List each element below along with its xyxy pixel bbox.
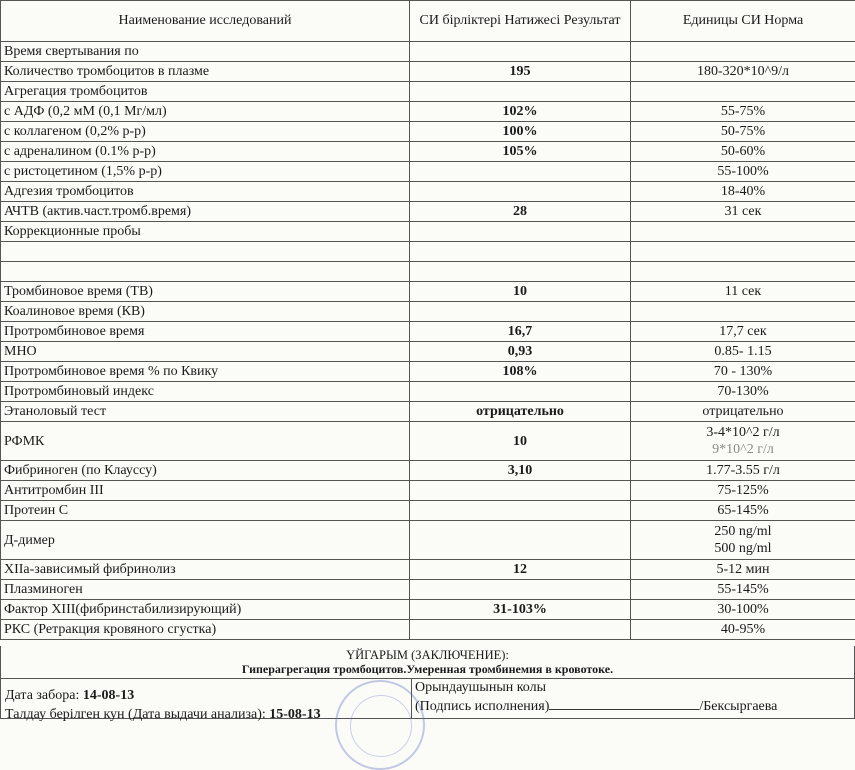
test-norm (631, 402, 855, 422)
test-result (410, 262, 631, 282)
norm-value: 65-145% (634, 502, 852, 519)
test-norm (631, 560, 855, 580)
test-result: 0,93 (410, 342, 631, 362)
table-body (1, 42, 855, 640)
norm-value: 50-60% (634, 143, 852, 160)
norm-value: 1.77-3.55 г/л (634, 462, 852, 479)
test-result (410, 481, 631, 501)
norm-value: 50-75% (634, 123, 852, 140)
test-result: 10 (410, 422, 631, 461)
test-norm (631, 422, 855, 461)
conclusion (1, 646, 854, 679)
table-row (1, 82, 855, 102)
table-row (1, 560, 855, 580)
test-norm (631, 242, 855, 262)
header-result: СИ бірліктері Натижесі Результат (410, 1, 631, 42)
executor-name: /Бексыргаева (699, 699, 777, 714)
test-result (410, 620, 631, 640)
test-name: РФМК (1, 422, 410, 461)
test-name (1, 262, 410, 282)
test-result (410, 501, 631, 521)
norm-value: 70-130% (634, 383, 852, 400)
norm-value: 55-100% (634, 163, 852, 180)
table-row (1, 242, 855, 262)
test-result (410, 182, 631, 202)
test-name: Плазминоген (1, 580, 410, 600)
test-norm (631, 122, 855, 142)
test-norm (631, 580, 855, 600)
dates-block (5, 686, 321, 724)
test-result (410, 242, 631, 262)
test-norm (631, 620, 855, 640)
test-result: 31-103% (410, 600, 631, 620)
norm-value: 31 сек (634, 203, 852, 220)
signature-line (415, 697, 855, 716)
table-row (1, 222, 855, 242)
table-row (1, 282, 855, 302)
table-row (1, 62, 855, 82)
norm-value: 18-40% (634, 183, 852, 200)
test-name: МНО (1, 342, 410, 362)
test-result: 16,7 (410, 322, 631, 342)
norm-value: 180-320*10^9/л (634, 63, 852, 80)
test-result: 100% (410, 122, 631, 142)
test-name: с ристоцетином (1,5% р-р) (1, 162, 410, 182)
test-norm (631, 102, 855, 122)
test-norm (631, 461, 855, 481)
norm-value: 5-12 мин (634, 561, 852, 578)
norm-value: 11 сек (634, 283, 852, 300)
test-name: Агрегация тромбоцитов (1, 82, 410, 102)
test-result: 102% (410, 102, 631, 122)
executor-label: Орындаушынын колы (415, 679, 855, 697)
test-norm (631, 501, 855, 521)
collect-date-value: 14-08-13 (83, 688, 134, 703)
test-norm (631, 222, 855, 242)
test-name: Время свертывания по (1, 42, 410, 62)
test-norm (631, 62, 855, 82)
test-name: с коллагеном (0,2% р-р) (1, 122, 410, 142)
norm-value: отрицательно (634, 403, 852, 420)
test-result (410, 222, 631, 242)
test-result (410, 162, 631, 182)
collect-date-line (5, 686, 321, 705)
test-norm (631, 202, 855, 222)
test-result: 105% (410, 142, 631, 162)
test-name: АЧТВ (актив.част.тромб.время) (1, 202, 410, 222)
table-row (1, 302, 855, 322)
test-result: 3,10 (410, 461, 631, 481)
test-name: Количество тромбоцитов в плазме (1, 62, 410, 82)
test-name (1, 242, 410, 262)
test-norm (631, 342, 855, 362)
test-norm (631, 322, 855, 342)
norm-value: 40-95% (634, 621, 852, 638)
test-name: Протромбиновый индекс (1, 382, 410, 402)
test-result (410, 580, 631, 600)
conclusion-title: ҮЙГАРЫМ (ЗАКЛЮЧЕНИЕ): (1, 648, 854, 662)
test-name: с адреналином (0.1% р-р) (1, 142, 410, 162)
test-result: 10 (410, 282, 631, 302)
norm-value-secondary: 500 ng/ml (634, 540, 852, 557)
table-row (1, 521, 855, 560)
test-name: Протромбиновое время (1, 322, 410, 342)
test-name: Фактор XIII(фибринстабилизирующий) (1, 600, 410, 620)
norm-value: 75-125% (634, 482, 852, 499)
collect-date-label: Дата забора: (5, 688, 79, 703)
test-norm (631, 142, 855, 162)
test-result (410, 42, 631, 62)
test-name: Д-димер (1, 521, 410, 560)
test-name: с АДФ (0,2 мМ (0,1 Мг/мл) (1, 102, 410, 122)
test-name: Протеин С (1, 501, 410, 521)
table-row (1, 501, 855, 521)
norm-value: 3-4*10^2 г/л (634, 424, 852, 441)
table-row (1, 162, 855, 182)
table-row (1, 362, 855, 382)
table-row (1, 422, 855, 461)
table-row (1, 142, 855, 162)
report-footer (0, 646, 855, 719)
test-norm (631, 600, 855, 620)
table-row (1, 42, 855, 62)
table-row (1, 461, 855, 481)
test-norm (631, 262, 855, 282)
norm-value: 17,7 сек (634, 323, 852, 340)
test-name: Тромбиновое время (ТВ) (1, 282, 410, 302)
test-result (410, 82, 631, 102)
table-row (1, 580, 855, 600)
test-result: отрицательно (410, 402, 631, 422)
table-row (1, 102, 855, 122)
test-norm (631, 282, 855, 302)
test-result (410, 521, 631, 560)
table-row (1, 402, 855, 422)
header-norm: Единицы СИ Норма (631, 1, 855, 42)
test-result: 28 (410, 202, 631, 222)
signature-label: (Подпись исполнения) (415, 699, 549, 714)
table-row (1, 202, 855, 222)
test-name: Фибриноген (по Клауссу) (1, 461, 410, 481)
signature-block (411, 679, 855, 718)
stamp-seal-inner (350, 695, 412, 757)
test-norm (631, 162, 855, 182)
test-name: Коалиновое время (КВ) (1, 302, 410, 322)
test-result (410, 302, 631, 322)
issue-date-line (5, 705, 321, 724)
test-norm (631, 481, 855, 501)
signature-underline (549, 697, 699, 710)
table-row (1, 382, 855, 402)
norm-value: 30-100% (634, 601, 852, 618)
norm-value-secondary: 9*10^2 г/л (634, 441, 852, 458)
test-result: 195 (410, 62, 631, 82)
test-norm (631, 42, 855, 62)
table-row (1, 620, 855, 640)
norm-value: 55-75% (634, 103, 852, 120)
test-name: Коррекционные пробы (1, 222, 410, 242)
test-norm (631, 302, 855, 322)
test-norm (631, 362, 855, 382)
issue-date-value: 15-08-13 (269, 707, 320, 722)
table-row (1, 122, 855, 142)
test-name: Антитромбин III (1, 481, 410, 501)
conclusion-text: Гиперагрегация тромбоцитов.Умеренная тромбинемия в кровотоке. (1, 662, 854, 676)
table-row (1, 322, 855, 342)
norm-value: 250 ng/ml (634, 523, 852, 540)
test-result: 12 (410, 560, 631, 580)
test-name: Адгезия тромбоцитов (1, 182, 410, 202)
table-row (1, 481, 855, 501)
test-name: РКС (Ретракция кровяного сгустка) (1, 620, 410, 640)
test-name: Этаноловый тест (1, 402, 410, 422)
test-norm (631, 521, 855, 560)
issue-date-label: Талдау берілген кун (Дата выдачи анализа): (5, 707, 266, 722)
test-norm (631, 382, 855, 402)
header-name: Наименование исследований (1, 1, 410, 42)
norm-value: 55-145% (634, 581, 852, 598)
test-norm (631, 82, 855, 102)
table-row (1, 262, 855, 282)
test-result: 108% (410, 362, 631, 382)
table-header (1, 1, 855, 42)
norm-value: 70 - 130% (634, 363, 852, 380)
test-name: XIIа-зависимый фибринолиз (1, 560, 410, 580)
table-row (1, 342, 855, 362)
test-norm (631, 182, 855, 202)
test-name: Протромбиновое время % по Квику (1, 362, 410, 382)
table-row (1, 182, 855, 202)
norm-value: 0.85- 1.15 (634, 343, 852, 360)
test-result (410, 382, 631, 402)
table-row (1, 600, 855, 620)
